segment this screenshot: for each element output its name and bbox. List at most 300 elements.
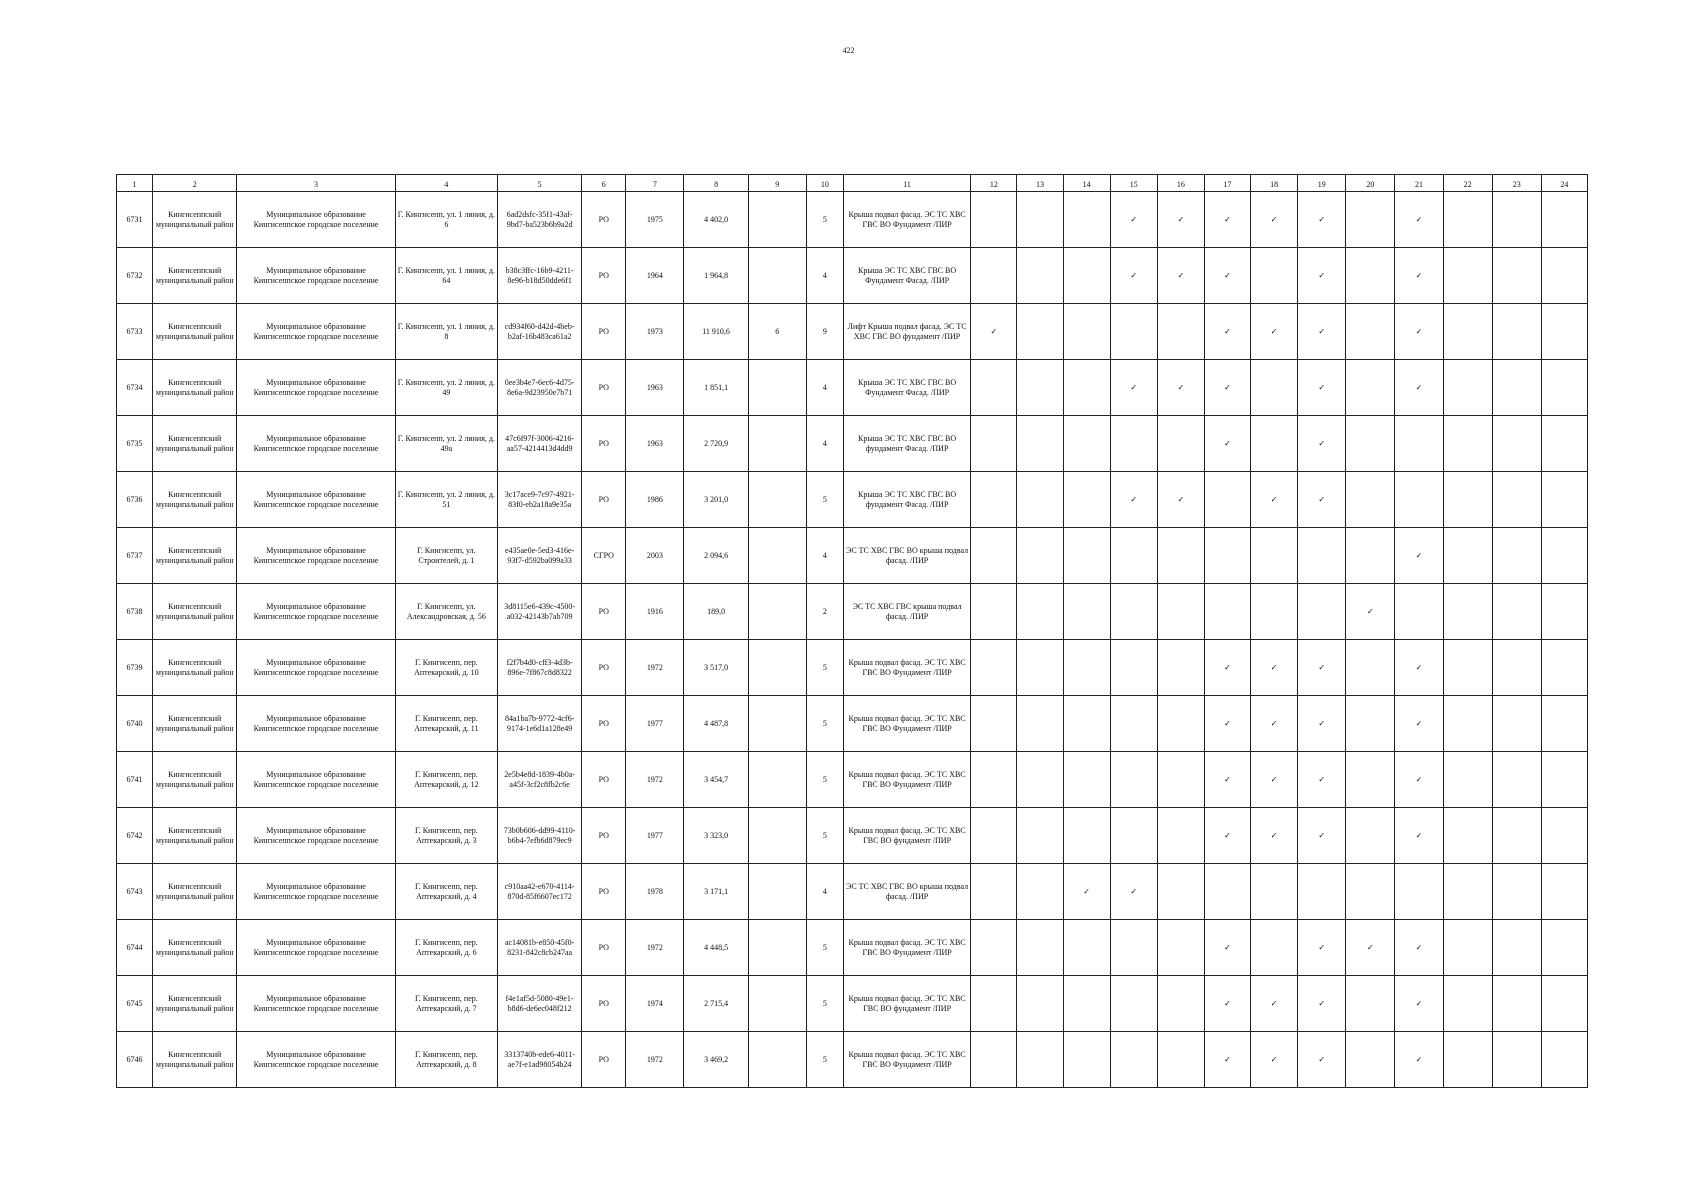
empty-cell (1157, 752, 1204, 808)
empty-cell (1541, 416, 1587, 472)
empty-cell (1157, 976, 1204, 1032)
building-type-cell: РО (582, 416, 626, 472)
empty-cell (1110, 696, 1157, 752)
empty-cell (971, 976, 1017, 1032)
district-cell: Кингисеппский муниципальный район (153, 640, 237, 696)
building-type-cell: СГРО (582, 528, 626, 584)
empty-cell (1541, 864, 1587, 920)
empty-cell (1251, 864, 1298, 920)
municipality-cell: Муниципальное образование Кингисеппское городское поселение (237, 1032, 395, 1088)
empty-cell (1541, 472, 1587, 528)
guid-cell: 0ee3b4e7-6ec6-4d75-8e6a-9d23950e7b71 (498, 360, 582, 416)
empty-cell (1251, 528, 1298, 584)
column-number-header: 11 (843, 175, 970, 192)
empty-cell (1251, 584, 1298, 640)
column-9-cell (748, 920, 806, 976)
district-cell: Кингисеппский муниципальный район (153, 528, 237, 584)
table-row (117, 416, 1588, 472)
works-cell: Крыша ЭС ТС ХВС ГВС ВО фундамент Фасад. /ПИР (843, 416, 970, 472)
empty-cell (1492, 808, 1541, 864)
column-number-header: 21 (1395, 175, 1443, 192)
check-mark-icon: ✓ (1251, 696, 1298, 752)
empty-cell (1443, 528, 1492, 584)
empty-cell (1017, 696, 1063, 752)
empty-cell (1063, 584, 1110, 640)
empty-cell (1298, 584, 1346, 640)
check-mark-icon: ✓ (1110, 248, 1157, 304)
year-cell: 1974 (626, 976, 684, 1032)
empty-cell (1346, 472, 1395, 528)
empty-cell (1063, 472, 1110, 528)
district-cell: Кингисеппский муниципальный район (153, 584, 237, 640)
column-number-header: 12 (971, 175, 1017, 192)
empty-cell (971, 640, 1017, 696)
empty-cell (1492, 584, 1541, 640)
check-mark-icon: ✓ (1298, 472, 1346, 528)
column-number-header: 16 (1157, 175, 1204, 192)
check-mark-icon: ✓ (1251, 304, 1298, 360)
column-number-header: 14 (1063, 175, 1110, 192)
year-cell: 1916 (626, 584, 684, 640)
works-cell: Крыша ЭС ТС ХВС ГВС ВО Фундамент Фасад. /ПИР (843, 360, 970, 416)
building-type-cell: РО (582, 360, 626, 416)
check-mark-icon: ✓ (1298, 304, 1346, 360)
address-cell: Г. Кингисепп, пер. Аптекарский, д. 12 (395, 752, 497, 808)
check-mark-icon: ✓ (1298, 976, 1346, 1032)
floors-cell: 4 (806, 248, 843, 304)
year-cell: 1973 (626, 304, 684, 360)
area-cell: 1 964,8 (684, 248, 748, 304)
empty-cell (1063, 248, 1110, 304)
column-9-cell (748, 752, 806, 808)
area-cell: 3 517,0 (684, 640, 748, 696)
year-cell: 1978 (626, 864, 684, 920)
check-mark-icon: ✓ (1204, 808, 1250, 864)
column-number-row (117, 175, 1588, 192)
column-number-header: 4 (395, 175, 497, 192)
check-mark-icon: ✓ (1395, 920, 1443, 976)
empty-cell (971, 416, 1017, 472)
empty-cell (1063, 752, 1110, 808)
floors-cell: 5 (806, 752, 843, 808)
empty-cell (1157, 808, 1204, 864)
empty-cell (1251, 416, 1298, 472)
works-cell: ЭС ТС ХВС ГВС ВО крыша подвал фасад. /ПИР (843, 528, 970, 584)
area-cell: 11 910,6 (684, 304, 748, 360)
empty-cell (1110, 976, 1157, 1032)
table-row (117, 248, 1588, 304)
municipality-cell: Муниципальное образование Кингисеппское городское поселение (237, 696, 395, 752)
year-cell: 1963 (626, 416, 684, 472)
check-mark-icon: ✓ (1251, 752, 1298, 808)
table-row (117, 752, 1588, 808)
row-number-cell: 6743 (117, 864, 153, 920)
check-mark-icon: ✓ (971, 304, 1017, 360)
table-row (117, 528, 1588, 584)
works-cell: Крыша подвал фасад. ЭС ТС ХВС ГВС ВО Фундамент /ПИР (843, 192, 970, 248)
check-mark-icon: ✓ (1395, 304, 1443, 360)
guid-cell: 47c6f97f-3006-4216-aa57-4214413d4dd9 (498, 416, 582, 472)
empty-cell (1063, 192, 1110, 248)
empty-cell (1017, 920, 1063, 976)
empty-cell (971, 808, 1017, 864)
works-cell: Крыша подвал фасад. ЭС ТС ХВС ГВС ВО Фундамент /ПИР (843, 752, 970, 808)
year-cell: 1972 (626, 920, 684, 976)
empty-cell (971, 584, 1017, 640)
check-mark-icon: ✓ (1298, 1032, 1346, 1088)
column-number-header: 13 (1017, 175, 1063, 192)
empty-cell (1541, 976, 1587, 1032)
empty-cell (1157, 864, 1204, 920)
empty-cell (1346, 416, 1395, 472)
empty-cell (971, 248, 1017, 304)
address-cell: Г. Кингисепп, ул. Александровская, д. 56 (395, 584, 497, 640)
empty-cell (1541, 752, 1587, 808)
empty-cell (1346, 360, 1395, 416)
municipality-cell: Муниципальное образование Кингисеппское городское поселение (237, 808, 395, 864)
empty-cell (1157, 304, 1204, 360)
check-mark-icon: ✓ (1251, 192, 1298, 248)
empty-cell (1346, 808, 1395, 864)
district-cell: Кингисеппский муниципальный район (153, 752, 237, 808)
building-type-cell: РО (582, 808, 626, 864)
empty-cell (1063, 416, 1110, 472)
floors-cell: 4 (806, 360, 843, 416)
year-cell: 2003 (626, 528, 684, 584)
table-row (117, 192, 1588, 248)
empty-cell (1251, 248, 1298, 304)
works-cell: Крыша подвал фасад. ЭС ТС ХВС ГВС ВО фундамент /ПИР (843, 976, 970, 1032)
empty-cell (1110, 584, 1157, 640)
row-number-cell: 6740 (117, 696, 153, 752)
address-cell: Г. Кингисепп, пер. Аптекарский, д. 3 (395, 808, 497, 864)
district-cell: Кингисеппский муниципальный район (153, 248, 237, 304)
empty-cell (971, 920, 1017, 976)
works-cell: Крыша подвал фасад. ЭС ТС ХВС ГВС ВО Фундамент /ПИР (843, 640, 970, 696)
guid-cell: b38c3ffc-16b9-4211-8e96-b18d50dde6f1 (498, 248, 582, 304)
column-9-cell (748, 1032, 806, 1088)
empty-cell (1443, 1032, 1492, 1088)
empty-cell (971, 1032, 1017, 1088)
empty-cell (1063, 976, 1110, 1032)
column-9-cell (748, 864, 806, 920)
empty-cell (1017, 584, 1063, 640)
address-cell: Г. Кингисепп, пер. Аптекарский, д. 7 (395, 976, 497, 1032)
area-cell: 2 720,9 (684, 416, 748, 472)
column-number-header: 17 (1204, 175, 1250, 192)
empty-cell (1443, 976, 1492, 1032)
column-9-cell (748, 584, 806, 640)
empty-cell (1346, 640, 1395, 696)
column-9-cell (748, 472, 806, 528)
empty-cell (1492, 416, 1541, 472)
empty-cell (1395, 584, 1443, 640)
works-cell: Крыша подвал фасад. ЭС ТС ХВС ГВС ВО Фундамент /ПИР (843, 696, 970, 752)
column-9-cell (748, 640, 806, 696)
floors-cell: 4 (806, 864, 843, 920)
municipality-cell: Муниципальное образование Кингисеппское городское поселение (237, 584, 395, 640)
row-number-cell: 6746 (117, 1032, 153, 1088)
empty-cell (1157, 584, 1204, 640)
year-cell: 1972 (626, 1032, 684, 1088)
empty-cell (1063, 920, 1110, 976)
empty-cell (1017, 528, 1063, 584)
column-9-cell: 6 (748, 304, 806, 360)
empty-cell (971, 192, 1017, 248)
address-cell: Г. Кингисепп, ул. 2 линия, д. 49 (395, 360, 497, 416)
check-mark-icon: ✓ (1204, 192, 1250, 248)
check-mark-icon: ✓ (1395, 248, 1443, 304)
guid-cell: 3313740b-ede6-4011-ae7f-e1ad98054b24 (498, 1032, 582, 1088)
empty-cell (1443, 584, 1492, 640)
empty-cell (1443, 304, 1492, 360)
column-9-cell (748, 360, 806, 416)
row-number-cell: 6739 (117, 640, 153, 696)
floors-cell: 5 (806, 976, 843, 1032)
empty-cell (1110, 304, 1157, 360)
year-cell: 1986 (626, 472, 684, 528)
check-mark-icon: ✓ (1204, 248, 1250, 304)
guid-cell: 2e5b4e8d-1839-4b0a-a45f-3cf2c8fb2c6e (498, 752, 582, 808)
column-9-cell (748, 528, 806, 584)
column-9-cell (748, 192, 806, 248)
area-cell: 4 402,0 (684, 192, 748, 248)
floors-cell: 5 (806, 640, 843, 696)
address-cell: Г. Кингисепп, ул. Строителей, д. 1 (395, 528, 497, 584)
check-mark-icon: ✓ (1395, 976, 1443, 1032)
empty-cell (1204, 584, 1250, 640)
address-cell: Г. Кингисепп, ул. 2 линия, д. 51 (395, 472, 497, 528)
municipality-cell: Муниципальное образование Кингисеппское городское поселение (237, 360, 395, 416)
empty-cell (1204, 528, 1250, 584)
table-row (117, 640, 1588, 696)
floors-cell: 4 (806, 528, 843, 584)
district-cell: Кингисеппский муниципальный район (153, 696, 237, 752)
check-mark-icon: ✓ (1346, 584, 1395, 640)
floors-cell: 5 (806, 808, 843, 864)
empty-cell (1443, 472, 1492, 528)
empty-cell (1541, 584, 1587, 640)
empty-cell (971, 696, 1017, 752)
area-cell: 3 171,1 (684, 864, 748, 920)
check-mark-icon: ✓ (1204, 1032, 1250, 1088)
check-mark-icon: ✓ (1395, 696, 1443, 752)
page-number: 422 (842, 46, 855, 55)
check-mark-icon: ✓ (1204, 640, 1250, 696)
row-number-cell: 6735 (117, 416, 153, 472)
year-cell: 1977 (626, 696, 684, 752)
floors-cell: 5 (806, 472, 843, 528)
district-cell: Кингисеппский муниципальный район (153, 360, 237, 416)
check-mark-icon: ✓ (1298, 416, 1346, 472)
check-mark-icon: ✓ (1204, 920, 1250, 976)
address-cell: Г. Кингисепп, пер. Аптекарский, д. 11 (395, 696, 497, 752)
municipality-cell: Муниципальное образование Кингисеппское городское поселение (237, 752, 395, 808)
empty-cell (1541, 920, 1587, 976)
empty-cell (1298, 528, 1346, 584)
check-mark-icon: ✓ (1251, 472, 1298, 528)
guid-cell: 3d8115e6-439c-4500-a032-42143b7ab709 (498, 584, 582, 640)
check-mark-icon: ✓ (1395, 192, 1443, 248)
empty-cell (1251, 920, 1298, 976)
empty-cell (1443, 920, 1492, 976)
area-cell: 3 469,2 (684, 1032, 748, 1088)
empty-cell (1110, 528, 1157, 584)
empty-cell (1157, 1032, 1204, 1088)
empty-cell (1492, 360, 1541, 416)
address-cell: Г. Кингисепп, пер. Аптекарский, д. 6 (395, 920, 497, 976)
building-type-cell: РО (582, 920, 626, 976)
district-cell: Кингисеппский муниципальный район (153, 920, 237, 976)
empty-cell (1443, 640, 1492, 696)
empty-cell (1063, 304, 1110, 360)
building-type-cell: РО (582, 1032, 626, 1088)
empty-cell (1492, 976, 1541, 1032)
floors-cell: 2 (806, 584, 843, 640)
empty-cell (1443, 360, 1492, 416)
empty-cell (1157, 696, 1204, 752)
empty-cell (1541, 1032, 1587, 1088)
row-number-cell: 6733 (117, 304, 153, 360)
empty-cell (971, 360, 1017, 416)
guid-cell: e435ae0e-5ed3-416e-93f7-d592ba099a33 (498, 528, 582, 584)
check-mark-icon: ✓ (1110, 360, 1157, 416)
empty-cell (1110, 416, 1157, 472)
district-cell: Кингисеппский муниципальный район (153, 808, 237, 864)
municipality-cell: Муниципальное образование Кингисеппское городское поселение (237, 472, 395, 528)
guid-cell: 73b0b606-dd99-4110-b6b4-7efb6d879ec9 (498, 808, 582, 864)
area-cell: 1 851,1 (684, 360, 748, 416)
area-cell: 189,0 (684, 584, 748, 640)
municipality-cell: Муниципальное образование Кингисеппское городское поселение (237, 416, 395, 472)
empty-cell (1017, 1032, 1063, 1088)
area-cell: 4 487,8 (684, 696, 748, 752)
building-type-cell: РО (582, 248, 626, 304)
district-cell: Кингисеппский муниципальный район (153, 304, 237, 360)
empty-cell (1443, 248, 1492, 304)
floors-cell: 9 (806, 304, 843, 360)
column-number-header: 9 (748, 175, 806, 192)
table-row (117, 360, 1588, 416)
empty-cell (1157, 528, 1204, 584)
empty-cell (1017, 640, 1063, 696)
column-number-header: 24 (1541, 175, 1587, 192)
floors-cell: 5 (806, 696, 843, 752)
address-cell: Г. Кингисепп, ул. 2 линия, д. 49а (395, 416, 497, 472)
empty-cell (1063, 528, 1110, 584)
empty-cell (1110, 752, 1157, 808)
empty-cell (1492, 864, 1541, 920)
floors-cell: 5 (806, 920, 843, 976)
check-mark-icon: ✓ (1157, 192, 1204, 248)
building-type-cell: РО (582, 640, 626, 696)
empty-cell (1492, 752, 1541, 808)
floors-cell: 4 (806, 416, 843, 472)
works-cell: Крыша ЭС ТС ХВС ГВС ВО Фундамент Фасад. /ПИР (843, 248, 970, 304)
column-number-header: 23 (1492, 175, 1541, 192)
column-number-header: 7 (626, 175, 684, 192)
check-mark-icon: ✓ (1204, 976, 1250, 1032)
works-cell: Крыша ЭС ТС ХВС ГВС ВО фундамент Фасад. /ПИР (843, 472, 970, 528)
address-cell: Г. Кингисепп, пер. Аптекарский, д. 10 (395, 640, 497, 696)
row-number-cell: 6737 (117, 528, 153, 584)
column-number-header: 1 (117, 175, 153, 192)
empty-cell (1541, 304, 1587, 360)
empty-cell (1492, 528, 1541, 584)
empty-cell (1346, 696, 1395, 752)
municipality-cell: Муниципальное образование Кингисеппское городское поселение (237, 192, 395, 248)
empty-cell (1443, 808, 1492, 864)
check-mark-icon: ✓ (1298, 248, 1346, 304)
row-number-cell: 6738 (117, 584, 153, 640)
row-number-cell: 6745 (117, 976, 153, 1032)
check-mark-icon: ✓ (1298, 808, 1346, 864)
district-cell: Кингисеппский муниципальный район (153, 472, 237, 528)
building-type-cell: РО (582, 584, 626, 640)
empty-cell (1492, 640, 1541, 696)
district-cell: Кингисеппский муниципальный район (153, 1032, 237, 1088)
row-number-cell: 6736 (117, 472, 153, 528)
column-number-header: 8 (684, 175, 748, 192)
column-number-header: 6 (582, 175, 626, 192)
guid-cell: cd934f60-d42d-4beb-b2af-16b483ca61a2 (498, 304, 582, 360)
works-cell: Крыша подвал фасад. ЭС ТС ХВС ГВС ВО Фундамент /ПИР (843, 1032, 970, 1088)
empty-cell (1541, 696, 1587, 752)
empty-cell (1492, 920, 1541, 976)
check-mark-icon: ✓ (1110, 192, 1157, 248)
works-cell: ЭС ТС ХВС ГВС крыша подвал фасад. /ПИР (843, 584, 970, 640)
year-cell: 1975 (626, 192, 684, 248)
check-mark-icon: ✓ (1298, 920, 1346, 976)
empty-cell (1017, 976, 1063, 1032)
area-cell: 3 201,0 (684, 472, 748, 528)
check-mark-icon: ✓ (1110, 472, 1157, 528)
empty-cell (1346, 528, 1395, 584)
building-type-cell: РО (582, 864, 626, 920)
address-cell: Г. Кингисепп, пер. Аптекарский, д. 4 (395, 864, 497, 920)
check-mark-icon: ✓ (1298, 752, 1346, 808)
address-cell: Г. Кингисепп, ул. 1 линия, д. 6 (395, 192, 497, 248)
empty-cell (1017, 360, 1063, 416)
empty-cell (1443, 864, 1492, 920)
empty-cell (1110, 1032, 1157, 1088)
column-number-header: 2 (153, 175, 237, 192)
table-row (117, 584, 1588, 640)
district-cell: Кингисеппский муниципальный район (153, 864, 237, 920)
column-9-cell (748, 976, 806, 1032)
column-number-header: 18 (1251, 175, 1298, 192)
empty-cell (1541, 808, 1587, 864)
guid-cell: c910aa42-e670-4114-870d-85f6607ec172 (498, 864, 582, 920)
row-number-cell: 6731 (117, 192, 153, 248)
column-number-header: 10 (806, 175, 843, 192)
empty-cell (1110, 808, 1157, 864)
empty-cell (1110, 640, 1157, 696)
empty-cell (1492, 1032, 1541, 1088)
empty-cell (971, 864, 1017, 920)
guid-cell: 3c17ace9-7c97-4921-83f0-eb2a18a9e35a (498, 472, 582, 528)
column-9-cell (748, 808, 806, 864)
empty-cell (1017, 808, 1063, 864)
check-mark-icon: ✓ (1298, 640, 1346, 696)
table-row (117, 1032, 1588, 1088)
works-cell: Крыша подвал фасад. ЭС ТС ХВС ГВС ВО Фундамент /ПИР (843, 920, 970, 976)
empty-cell (1492, 472, 1541, 528)
check-mark-icon: ✓ (1395, 528, 1443, 584)
column-number-header: 15 (1110, 175, 1157, 192)
check-mark-icon: ✓ (1251, 976, 1298, 1032)
empty-cell (1063, 1032, 1110, 1088)
